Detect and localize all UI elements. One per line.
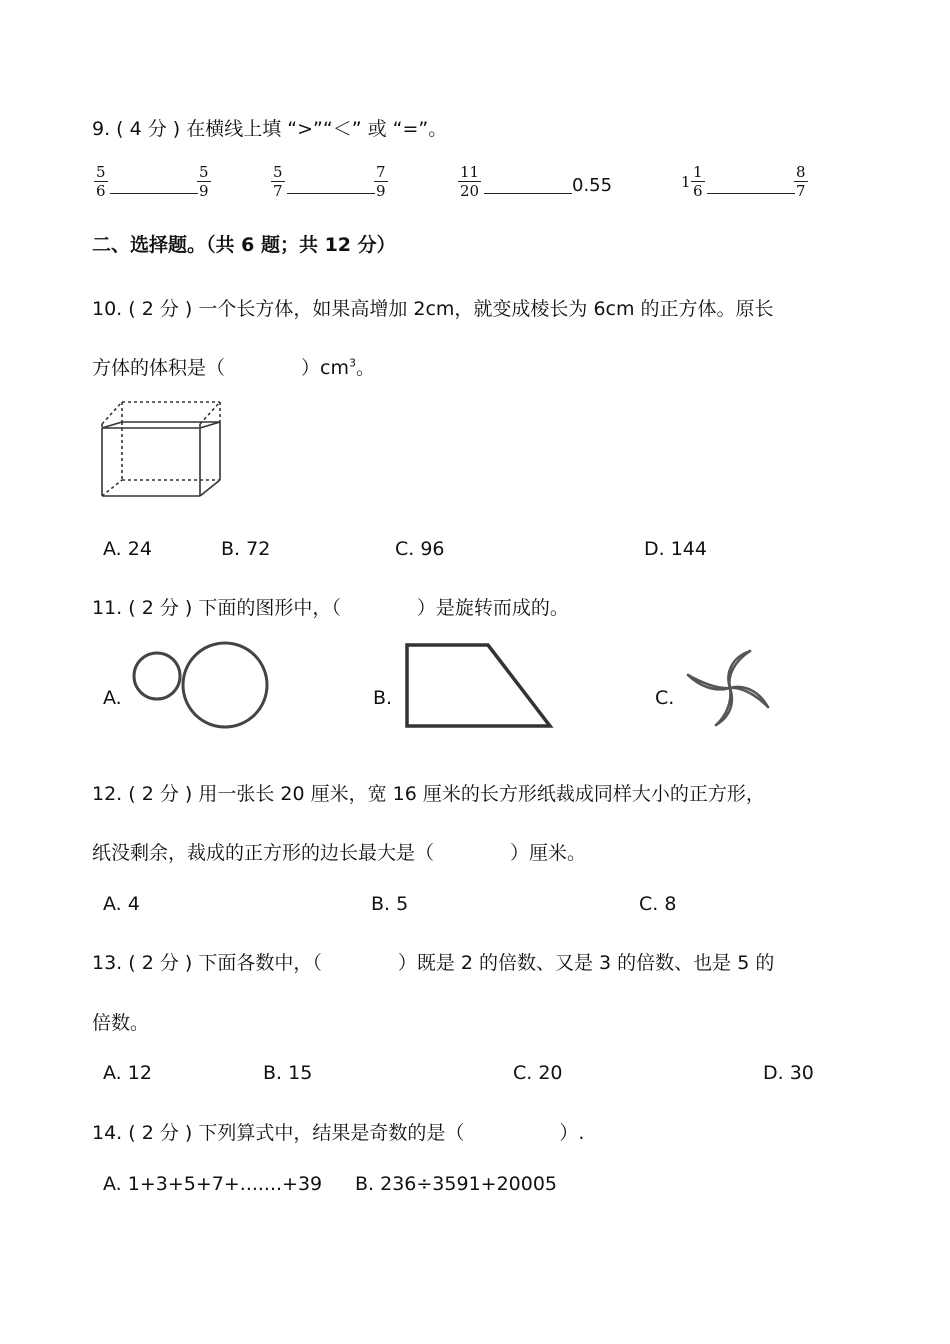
q9-item3-right-decimal: 0.55 bbox=[572, 175, 613, 196]
numerator: 8 bbox=[796, 163, 806, 181]
numerator: 5 bbox=[96, 163, 106, 181]
q10-stem-line2 bbox=[92, 353, 375, 380]
q10-option-b[interactable]: B. 72 bbox=[221, 538, 271, 560]
q9-item1-left-fraction bbox=[94, 163, 108, 200]
denominator: 9 bbox=[376, 182, 386, 200]
q9-item3-left-fraction bbox=[458, 163, 481, 200]
q9-item2-answer-blank[interactable] bbox=[287, 193, 375, 194]
q9-item2-left-fraction bbox=[271, 163, 285, 200]
cuboid-figure bbox=[98, 394, 228, 504]
numerator: 1 bbox=[693, 163, 703, 181]
q14-stem: 14. ( 2 分 ) 下列算式中，结果是奇数的是（ ）. bbox=[92, 1122, 585, 1144]
q13-option-c[interactable]: C. 20 bbox=[513, 1062, 563, 1084]
q13-option-a[interactable]: A. 12 bbox=[103, 1062, 152, 1084]
q13-option-b[interactable]: B. 15 bbox=[263, 1062, 313, 1084]
q14-option-b[interactable]: B. 236÷3591+20005 bbox=[355, 1173, 558, 1195]
q9-item3-answer-blank[interactable] bbox=[484, 193, 572, 194]
q9-item2-right-fraction bbox=[374, 163, 388, 200]
q11-option-c[interactable]: C. bbox=[655, 687, 675, 709]
q12-option-c[interactable]: C. 8 bbox=[639, 893, 677, 915]
q10-line2-text: 方体的体积是（ ）cm bbox=[92, 357, 349, 379]
q13-option-d[interactable]: D. 30 bbox=[763, 1062, 814, 1084]
q10-option-c[interactable]: C. 96 bbox=[395, 538, 445, 560]
q11-stem: 11. ( 2 分 ) 下面的图形中，（ ）是旋转而成的。 bbox=[92, 597, 569, 619]
section-title: 二、选择题。（共 6 题；共 12 分） bbox=[92, 234, 396, 256]
q9-item4-whole-number: 1 bbox=[681, 173, 691, 191]
q13-stem-line1: 13. ( 2 分 ) 下面各数中，（ ）既是 2 的倍数、又是 3 的倍数、也是 5 的 bbox=[92, 952, 775, 974]
pinwheel-figure[interactable] bbox=[680, 643, 780, 733]
denominator: 6 bbox=[96, 182, 106, 200]
q13-stem-line2: 倍数。 bbox=[92, 1012, 150, 1034]
denominator: 7 bbox=[273, 182, 283, 200]
q11-option-b[interactable]: B. bbox=[373, 687, 393, 709]
q10-stem-line1: 10. ( 2 分 ) 一个长方体，如果高增加 2cm，就变成棱长为 6cm 的正方体。原长 bbox=[92, 298, 774, 320]
q9-item1-right-fraction bbox=[197, 163, 211, 200]
q9-item4-answer-blank[interactable] bbox=[707, 193, 795, 194]
q10-unit-superscript: 3 bbox=[348, 356, 356, 370]
q9-item4-right-fraction bbox=[794, 163, 808, 200]
denominator: 7 bbox=[796, 182, 806, 200]
denominator: 6 bbox=[693, 182, 703, 200]
q9-stem: 9. ( 4 分 ) 在横线上填 “>”“＜” 或 “=”。 bbox=[92, 118, 448, 140]
q14-option-a[interactable]: A. 1+3+5+7+.......+39 bbox=[103, 1173, 323, 1195]
q12-option-b[interactable]: B. 5 bbox=[371, 893, 409, 915]
q9-item4-left-fraction bbox=[691, 163, 705, 200]
trapezoid-figure[interactable] bbox=[398, 638, 558, 738]
numerator: 11 bbox=[460, 163, 480, 181]
q10-option-a[interactable]: A. 24 bbox=[103, 538, 152, 560]
denominator: 20 bbox=[460, 182, 480, 200]
numerator: 7 bbox=[376, 163, 386, 181]
q10-option-d[interactable]: D. 144 bbox=[644, 538, 707, 560]
q9-item1-answer-blank[interactable] bbox=[110, 193, 198, 194]
denominator: 9 bbox=[199, 182, 209, 200]
numerator: 5 bbox=[273, 163, 283, 181]
q12-stem-line2: 纸没剩余，裁成的正方形的边长最大是（ ）厘米。 bbox=[92, 842, 587, 864]
two-circles-figure[interactable] bbox=[125, 632, 275, 742]
q11-option-a[interactable]: A. bbox=[103, 687, 122, 709]
q12-option-a[interactable]: A. 4 bbox=[103, 893, 140, 915]
q12-stem-line1: 12. ( 2 分 ) 用一张长 20 厘米，宽 16 厘米的长方形纸裁成同样大小的正方形， bbox=[92, 783, 765, 805]
q10-line2-suffix: 。 bbox=[355, 357, 375, 379]
numerator: 5 bbox=[199, 163, 209, 181]
